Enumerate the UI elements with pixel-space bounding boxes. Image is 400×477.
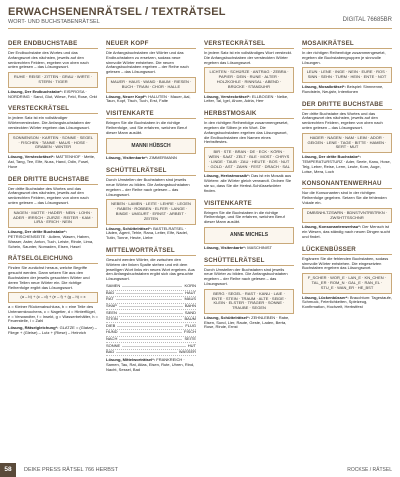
puzzle-section — [106, 167, 196, 241]
instructions: Durch Umstellen der Buchstaben sind jeweils neue Wörter zu bilden. Die Anfangsbuchstaben ergeben – der Reihe nach gelesen – das Lösungswort. — [106, 177, 190, 197]
solution-label: Lösung, Mittelworträtsel*: — [106, 357, 156, 363]
left-word: SHAP — [106, 303, 117, 309]
puzzle-section — [302, 40, 392, 95]
instructions: Bringen Sie die Buchstaben in die richtige Reihenfolge, und Sie erfahren, welchen Beruf dieser Mann ausübt. — [106, 120, 187, 135]
solution-label: Lösung, Neuer Kopf*: — [106, 93, 148, 99]
grid-row — [106, 284, 196, 291]
puzzle-section — [302, 180, 392, 239]
answer-blank[interactable] — [117, 326, 183, 327]
puzzle-box: BERG · SEGEL · RAST · KANU · LAIE · ENTE · STEIN · TRAUM · ALTE · SEIDE · KLEIN · ELSTER · TRÄGER · SONNE · TRAUBE · SEGEN — [204, 289, 294, 314]
solution-text: Das ist ein Mosaik aus Wörtern: alle Wörter gleich verwandt. Ordnen Sie sie so, dass Sie die Herbst-Schlüsselwörter finden. — [204, 173, 292, 193]
solution-label: Lösung, Der dritte Buchstabe*: — [8, 229, 67, 235]
grid-row — [106, 297, 196, 304]
puzzle-section — [302, 101, 392, 175]
solution-text: MATTENHOF · Mette, Ast, Tang, Tee, Elfe, Nuss, Hand, Odin, Fusel, Huve — [8, 154, 96, 169]
right-word: SAND — [184, 309, 196, 315]
right-word: SEITE — [184, 336, 196, 342]
section-title: DER DRITTE BUCHSTABE — [8, 176, 98, 185]
solution — [8, 155, 98, 169]
puzzle-box: MAUER · HAUS · WAND · BAUM · RIESEN · BUCH · TRAIN · CHOR · HALLE — [106, 77, 196, 93]
solution — [8, 326, 98, 336]
solution-text: ZEHNLEBEN · Rabe, Eisen, Sund, Lier, Raute, Geste, Laden, Berta, Rose, Rinde, Ernst — [204, 314, 290, 330]
solution — [8, 90, 98, 100]
grid-row — [106, 304, 196, 311]
answer-blank[interactable] — [119, 313, 183, 314]
left-word: SONNE — [106, 342, 121, 348]
puzzle-box: NEBEN · LAMEN · LEITE · LEHRE · LEGEN · RABEN · ROBBEN · ELFER · LANGE · BINDE · UMGURT · ERNST · ARBEIT · ZEITEN — [106, 199, 196, 224]
solution — [106, 358, 196, 372]
column-1 — [8, 40, 98, 342]
puzzle-box: LICHTEN · SCHÜRZE · ANTRAG · ZEBRA · PAPIER · DEIN · RUNE · ALTER · HOLZKOHLE · RINNSAL · ABEND · BRÜCKE · STANDUHR — [204, 67, 294, 92]
puzzle-section — [204, 200, 294, 251]
solution-text: GLATZE = (Glatze) – Fliege + (Gleise) – Lutz + (Riese) – Heinrich — [8, 325, 97, 336]
grid-row — [106, 323, 196, 330]
header-rule — [8, 28, 392, 29]
puzzle-section — [106, 247, 196, 373]
section-title: MITTELWORTRÄTSEL — [106, 247, 196, 256]
business-card: MANNI HÜBSCH — [106, 138, 196, 155]
column-4 — [302, 40, 392, 316]
left-word: BAD — [106, 349, 115, 355]
solution-text: TEMPERATURSTURZ · Ader, Seele, Kanu, Hose, Teig, Leber, Reise, Lerm, Leute, Korn, Auge, Lotse, Mera, Loch — [302, 158, 391, 174]
solution — [8, 230, 98, 249]
puzzle-section — [8, 255, 98, 336]
solution — [302, 225, 392, 239]
left-word: RAT — [106, 296, 114, 302]
answer-blank[interactable] — [116, 299, 183, 300]
solution-text: Brauchtum: Tagestaufe, Schmuck, Feierlichkeiten, Spielzeug, Konfirmation, Hochzeit, Herbstfest — [302, 294, 392, 310]
answer-blank[interactable] — [120, 319, 183, 320]
answer-blank[interactable] — [119, 339, 182, 340]
puzzle-box: DMBSNHLTZSWRN · BDNSTVNTRBTRKN · ZWSHTTSSCHNR — [302, 208, 392, 224]
answer-blank[interactable] — [119, 306, 183, 307]
solution — [302, 85, 392, 95]
solution-label: Lösung, Der dritte Buchstabe*: — [302, 154, 361, 160]
right-word: HUT — [187, 342, 196, 348]
section-title: VISITENKARTE — [204, 200, 294, 209]
right-word: HAUT — [185, 289, 196, 295]
left-word: SEEN — [106, 309, 117, 315]
right-word: BAHN — [184, 303, 196, 309]
puzzle-box: RUHE · REISE · ZITTEN · GRAU · WIRTE · STERN · TIGER — [8, 72, 98, 88]
column-2 — [106, 40, 196, 379]
solution-label: Lösung, Visitenkarte*: — [204, 244, 247, 250]
right-word: BAUM — [184, 316, 196, 322]
solution-text: Der Mensch ist ein Wesen, das ständig nach neuen Dingen sucht und findet. — [302, 224, 390, 239]
solution — [204, 95, 294, 105]
answer-blank[interactable] — [116, 293, 183, 294]
instructions: Finden Sie zunächst heraus, welche Begriffe gesucht werden. Dann setzen Sie aus den Buchstaben der jeweils gesuchten Wörter und deren Teilen neue Wörter ein. Die richtige Reihenfolge ergibt das Lösungswort. — [8, 265, 90, 290]
solution-text: EISPROSA · NORDRING · Sand, Glut, Wiese, Feld, Rose, Orkt — [8, 88, 97, 99]
solution — [302, 296, 392, 310]
solution-text: MASCHINIST — [247, 244, 272, 250]
instructions: Gesucht werden Wörter, die zwischen den Wörtern der linken Spalte stehen und mit dem jeweiligen Wort links ein neues Wort ergeben. Aus den Anfangsbuchstaben ergibt sich das gesuchte Lösungswort. — [106, 256, 195, 282]
puzzle-section — [106, 110, 196, 161]
solution — [302, 155, 392, 174]
solution-label: Lösung, Herbstmosaik*: — [204, 173, 251, 179]
left-word: NACH — [106, 336, 118, 342]
section-title: MOSAIKRÄTSEL — [302, 40, 392, 49]
left-word: HUND — [106, 329, 118, 335]
puzzle-box: F_SCHER · WOR_E · LAN_E · KN_CHEN · TAL_ER · ROM_N · GAL_E · RAN_EL · STU_E · WAN_ER · HE_BST — [302, 273, 392, 293]
grid-row — [106, 350, 196, 357]
solution-text: ELLBOGEN · Nelke, Leiter, Tal, Igel, Ahorn, Adria, Herr — [204, 93, 289, 104]
solution-label: Lösung, Konsonantenwerhau*: — [302, 224, 362, 230]
instructions: Nur die Konsonanten sind in der richtigen Reihenfolge gegeben. Setzen Sie die fehlenden Vokale ein. — [302, 190, 387, 205]
puzzle-section — [204, 40, 294, 104]
section-title: RÄTSELGLEICHUNG — [8, 255, 98, 264]
instructions: Durch Umstellen der Buchstaben sind jeweils neue Wörter zu bilden. Die Anfangsbuchstaben ergeben – der Reihe nach gelesen – das Lösungswort. — [204, 266, 288, 286]
solution-text: FRANKREICH · Samen, Tau, Rat, Atlas, Eisen, Rute, Uhren, Rind, Nacht, Sessel, Bad — [106, 357, 195, 373]
section-title: VISITENKARTE — [106, 110, 196, 119]
answer-blank[interactable] — [122, 286, 182, 287]
solution-label: Lösung, Schüttelrätsel*: — [106, 225, 153, 231]
instructions: In jedem Satz ist ein vollständiges Wort versteckt. Die Anfangsbuchstaben der versteckten Wörter ergeben das Lösungswort. — [204, 50, 292, 65]
right-word: FISCH — [184, 329, 196, 335]
solution — [204, 174, 294, 193]
equation-key: a = Kleiner Rückenabschluss, b = eine Teile des Unterarmknochens, c = Nagetier, d = Hinterflügel, e = Verwandter, f = Insekt, g = Wasserbehälter, h = Feuerstelle, i = Zahl — [8, 304, 98, 324]
solution-label: Lösung, Versteckrätsel*: — [8, 154, 55, 160]
instructions: In den richtigen Reihenfolge zusammengesetzt, ergeben die Silben je ein Wort. Die Anfangsbuchstaben ergeben das Lösungswort, die Endbuchstaben den Namen eines Herbstfestes. — [204, 120, 289, 145]
answer-blank[interactable] — [116, 352, 177, 353]
solution-text: PETRISCHENSEITE · Adlern, Wasen, Haben, Wasser, Aster, Anton, Tuch, Leiste, Rinde, Lima, Schein, Saunter, Nomaden, Eisen, Hasel — [8, 233, 94, 249]
puzzle-box: BIR · STE · BRAN · DE · ECK · KÖRN · WEIN · SAAT · ZELT · BLE · MOST · CHRYS · LINDE · TAUB · ZAU · HEUTE · BOS · NUT · GOLD · AST · ZAHN · FEST · DRACH · SAL — [204, 147, 294, 172]
instructions: Ergänzen Sie die fehlenden Buchstaben, sodass sinnvolle Wörter entstehen. Die eingesetzten Buchstaben ergeben das Lösungswort. — [302, 255, 389, 271]
section-title: VERSTECKRÄTSEL — [8, 105, 98, 114]
left-word: BAD — [106, 289, 115, 295]
solution-text: ZIMMERMANN — [149, 155, 177, 161]
puzzle-section — [8, 105, 98, 169]
solution-label: Lösung, Versteckrätsel*: — [204, 93, 251, 99]
solution-label: Lösung, Rätselgleichung*: — [8, 325, 59, 331]
solution — [106, 156, 196, 161]
right-word: WASSER — [178, 349, 196, 355]
solution-label: Lösung, Lückenbüsser*: — [302, 294, 349, 300]
solution-text: Beispiel: Sinnnenne, Rundstein, Neujahr, Intentionen — [302, 83, 384, 94]
solution-text: BASTELRATSEL · Läden, Agent, Tehle, Rana, Leiter, Elfe, Nadel, Tutin, Tonne, Heute, Liebe — [106, 225, 188, 241]
solution-label: Lösung, Schüttelrätsel*: — [204, 314, 251, 320]
solution — [106, 95, 196, 105]
puzzle-box: HADER · NAGEN · NAM · LEIM · ADOR · GEIGEN · LENE · TAGE · BITTE · HAMEN · SERT · MUT — [302, 133, 392, 153]
solution — [106, 227, 196, 241]
section-title: LÜCKENBÜSSER — [302, 246, 392, 255]
puzzle-box: NAGEN · MATTE · HADER · NEIN · LOHN · ADER · IRRSCH · ZURZE · REITER · KAM · LIRA · ERICH · NEIN — [8, 208, 98, 228]
section-title: HERBSTMOSAIK — [204, 110, 294, 119]
instructions: Der dritte Buchstabe des Wortes und das Anfangswort des nächsten, jeweils auf den senkrechten Feldern, ergeben von oben nach unten gelesen – das Lösungswort. — [8, 185, 89, 205]
right-word: MAUS — [184, 296, 196, 302]
instructions: Die Anfangsbuchstaben der Wörter und das Endbuchstaben zu ersetzen, sodass neue sinnvolle Wörter entstehen. Die neuen Anfangsbuchstaben ergeben – der Reihe nach gelesen – das Lösungswort. — [106, 50, 189, 75]
instructions: In jedem Satz ist ein vollständiger Wörterverstecken. Die Anfangsbuchstaben der versteckten Wörter ergeben das Lösungswort. — [8, 115, 91, 130]
footer-title: DEIKE PRESS RÄTSEL 766 HERBST — [24, 467, 118, 473]
section-title: VERSTECKRÄTSEL — [204, 40, 294, 49]
answer-blank[interactable] — [120, 332, 182, 333]
solution — [204, 316, 294, 330]
puzzle-section — [204, 110, 294, 193]
footer-right: ROCKSE / RÄTSEL — [347, 467, 392, 473]
grid-row — [106, 310, 196, 317]
section-title: DER ENDBUCHSTABE — [8, 40, 98, 49]
equation: (a – b) + (c – d) + (e – f) + (g – h) = x — [8, 292, 98, 303]
left-word: STEIN — [106, 316, 118, 322]
instructions: In der richtigen Reihenfolge zusammengesetzt, ergeben die Buchstabengruppen je sinnvolle Lösungen. — [302, 50, 386, 65]
puzzle-box: SONNENSON · KARTEN · SONNE · SEGEL · FISCHEN · TANNE · MAUS · HOSE · GRABEN · WINTER — [8, 133, 98, 153]
section-title: NEUER KOPF — [106, 40, 196, 49]
page-header — [8, 6, 392, 34]
solution-label: Lösung, Mosaikrätsel*: — [302, 83, 346, 89]
grid-row — [106, 317, 196, 324]
solution-text: HALUTEN · Mauer, Aal, Taun, Kopf, Tisch, Tuch, Erst, Falte — [106, 93, 191, 104]
instructions: Der dritte Buchstabe des Wortes und das Anfangswort des nächsten, jeweils auf den senkrechten Feldern, ergeben von oben nach unten gelesen – das Lösungswort. — [302, 110, 383, 130]
instructions: Bringen Sie die Buchstaben in die richtige Reihenfolge, und Sie erfahren, welchen Beruf dieser Mann ausübt. — [204, 209, 285, 225]
page-code: DIGITAL 76685BR — [342, 17, 392, 23]
section-title: DER DRITTE BUCHSTABE — [302, 101, 392, 110]
page-subtitle: WORT- UND BUCHSTABENRÄTSEL — [8, 19, 100, 25]
right-word: KORN — [184, 283, 196, 289]
puzzle-section — [8, 40, 98, 99]
puzzle-section — [302, 246, 392, 310]
left-word: DIEB — [106, 322, 116, 328]
section-title: KONSONANTENWERHAU — [302, 180, 392, 189]
puzzle-box: LEUN · LENE · INGE · NEIN · EURE · ROS · SINN · SEHN · TURM · HEIN · ENTE · NOT — [302, 67, 392, 83]
page-number: 58 — [0, 463, 16, 477]
instructions: Der Endbuchstabe des Wortes und das Anfangswort des nächsten, jeweils auf den senkrechten Feldern, ergeben von oben nach unten gelesen – das Lösungswort. — [8, 50, 89, 70]
solution — [204, 246, 294, 251]
solution-label: Lösung, Visitenkarte*: — [106, 155, 149, 161]
puzzle-section — [8, 176, 98, 250]
grid-row — [106, 330, 196, 337]
section-title: SCHÜTTELRÄTSEL — [106, 167, 196, 176]
section-title: SCHÜTTELRÄTSEL — [204, 257, 294, 266]
word-grid — [106, 284, 196, 357]
business-card: ANNE MICHELS — [204, 227, 294, 244]
left-word: SAMEN — [106, 283, 121, 289]
answer-blank[interactable] — [122, 346, 186, 347]
puzzle-section — [106, 40, 196, 104]
column-3 — [204, 40, 294, 336]
grid-row — [106, 291, 196, 298]
puzzle-section — [204, 257, 294, 331]
page-title: ERWACHSENENRÄTSEL / TEXTRÄTSEL — [8, 6, 226, 18]
page-footer — [0, 463, 400, 477]
right-word: FLUG — [185, 322, 196, 328]
solution-label: Lösung, Der Endbuchstabe*: — [8, 88, 63, 94]
